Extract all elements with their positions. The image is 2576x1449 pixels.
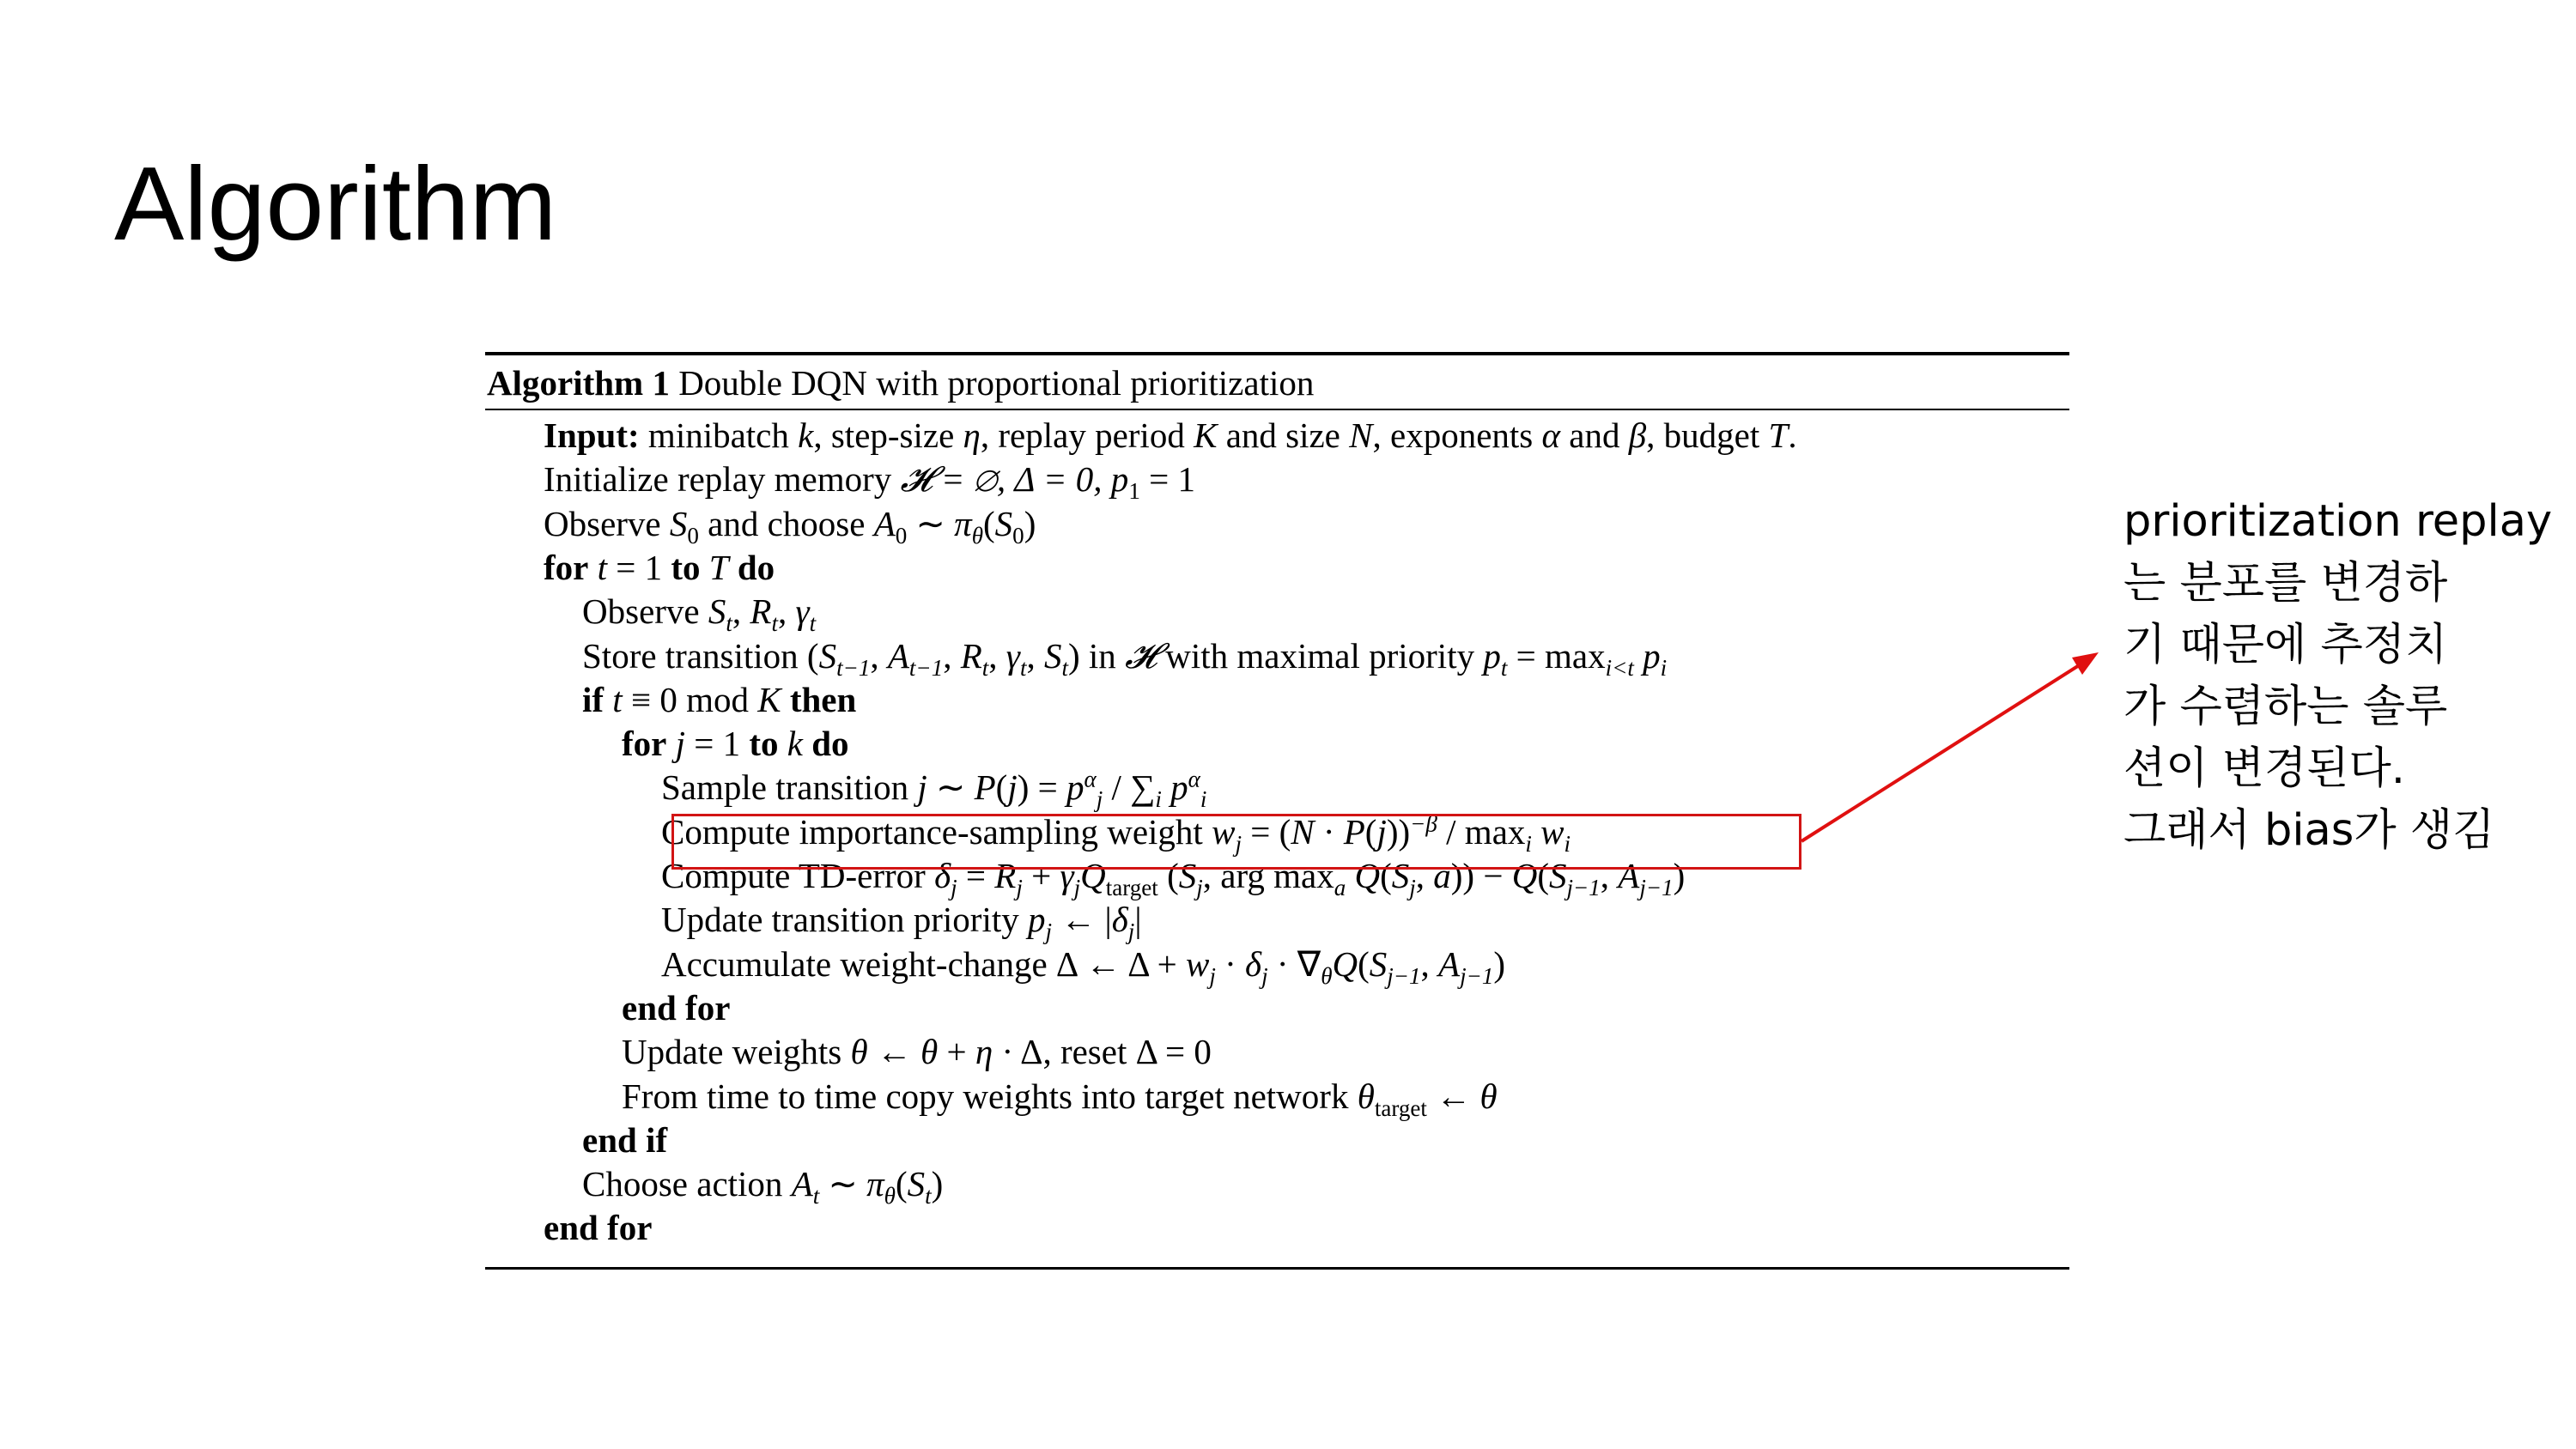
math-token: j−1 bbox=[1639, 875, 1674, 901]
math-token: S bbox=[669, 503, 688, 543]
text-token: · bbox=[1314, 811, 1344, 852]
math-token: i bbox=[1660, 654, 1668, 681]
math-token: N bbox=[1291, 811, 1315, 852]
keyword: for bbox=[622, 724, 667, 764]
math-token: j bbox=[1127, 919, 1135, 945]
text-token: , bbox=[943, 635, 961, 676]
math-token: j bbox=[1073, 875, 1081, 901]
math-token: θ bbox=[971, 522, 983, 549]
text-token: , arg max bbox=[1202, 856, 1334, 895]
text-token: )) − bbox=[1450, 856, 1512, 895]
math-token: j−1 bbox=[1566, 875, 1601, 901]
text-token: ( bbox=[1358, 943, 1370, 984]
keyword: to bbox=[749, 724, 779, 764]
text-token: ← bbox=[1426, 1076, 1480, 1116]
math-token: R bbox=[994, 856, 1017, 895]
math-token: T bbox=[1768, 415, 1789, 455]
math-token: K bbox=[1194, 415, 1218, 455]
math-token: K bbox=[757, 679, 781, 719]
keyword: do bbox=[811, 724, 849, 764]
keyword: for bbox=[544, 547, 589, 587]
math-token: 𝓗 bbox=[1125, 635, 1157, 676]
math-token: P bbox=[1343, 811, 1365, 852]
text-token: · bbox=[1215, 943, 1246, 984]
math-token: t bbox=[771, 610, 778, 637]
math-token: S bbox=[994, 503, 1013, 543]
text-token: Update transition priority bbox=[661, 900, 1028, 940]
math-token: S bbox=[818, 635, 837, 676]
math-token: α bbox=[1541, 415, 1561, 455]
slide-title: Algorithm bbox=[114, 145, 557, 262]
math-token: j bbox=[1235, 830, 1242, 857]
text-token: target bbox=[1374, 1094, 1427, 1121]
math-token: S bbox=[1043, 635, 1062, 676]
text-token: Initialize replay memory bbox=[544, 459, 901, 500]
text-token: minibatch bbox=[639, 415, 799, 455]
math-token: A bbox=[1618, 856, 1640, 895]
math-token: α bbox=[1084, 766, 1097, 792]
math-token: R bbox=[750, 591, 772, 632]
text-token: , step-size bbox=[813, 415, 963, 455]
math-token: j bbox=[1007, 767, 1018, 808]
text-token: ) bbox=[931, 1164, 944, 1204]
math-token: t bbox=[809, 610, 817, 637]
math-token: S bbox=[1369, 943, 1388, 984]
text-token: ← bbox=[867, 1032, 921, 1072]
math-token: π bbox=[954, 503, 972, 543]
math-token: t bbox=[981, 654, 989, 681]
keyword: do bbox=[737, 547, 775, 587]
math-token: P bbox=[974, 767, 996, 808]
math-token: j bbox=[1096, 786, 1103, 813]
math-token: α bbox=[1188, 766, 1200, 792]
text-token: ( bbox=[1537, 856, 1549, 895]
math-token: p bbox=[1028, 900, 1046, 940]
text-token: ( bbox=[895, 1164, 908, 1204]
text-token: , replay period bbox=[980, 415, 1194, 455]
math-token: η bbox=[963, 415, 981, 455]
math-token: Q bbox=[1080, 856, 1106, 895]
math-token: j bbox=[675, 724, 686, 764]
text-token: ∼ bbox=[927, 767, 975, 808]
math-token: j bbox=[1261, 962, 1268, 989]
math-token: S bbox=[1178, 856, 1197, 895]
math-token: η bbox=[975, 1032, 993, 1072]
annotation-line: prioritization replay bbox=[2123, 496, 2553, 547]
keyword: end if bbox=[582, 1119, 668, 1160]
text-token: )) bbox=[1386, 811, 1411, 852]
math-token: t bbox=[1061, 654, 1068, 681]
text-token: and bbox=[1560, 415, 1629, 455]
math-token: A bbox=[887, 635, 909, 676]
text-token: , bbox=[1420, 943, 1439, 984]
text-token: Update weights bbox=[622, 1032, 851, 1072]
math-token: i bbox=[1200, 786, 1207, 813]
math-token: γ bbox=[1005, 635, 1020, 676]
text-token: target bbox=[1105, 875, 1158, 901]
math-token: t bbox=[1500, 654, 1508, 681]
text-token: Sample transition bbox=[661, 767, 918, 808]
text-token: ) bbox=[1673, 856, 1686, 895]
math-token: i<t bbox=[1605, 654, 1634, 681]
text-token: ∼ bbox=[819, 1164, 867, 1204]
math-token: Q bbox=[1354, 856, 1381, 895]
math-token: k bbox=[787, 724, 803, 764]
math-token: S bbox=[1548, 856, 1567, 895]
math-token: p bbox=[1483, 635, 1501, 676]
math-token: t bbox=[597, 547, 608, 587]
math-token: j−1 bbox=[1387, 962, 1421, 989]
text-token: , bbox=[870, 635, 888, 676]
math-token: t bbox=[812, 1183, 820, 1210]
math-token: j bbox=[917, 767, 927, 808]
text-token: ) = bbox=[1017, 767, 1067, 808]
text-token: Store transition ( bbox=[582, 635, 819, 676]
text-token: Accumulate weight-change Δ ← Δ + bbox=[661, 943, 1186, 984]
text-token: 0 bbox=[1012, 522, 1024, 549]
math-token: t−1 bbox=[836, 654, 871, 681]
math-token: w bbox=[1185, 943, 1210, 984]
text-token: ) bbox=[1024, 503, 1036, 543]
text-token: + bbox=[1022, 856, 1060, 895]
math-token: t bbox=[726, 610, 732, 637]
text-token: , bbox=[1415, 856, 1434, 895]
text-token: + bbox=[938, 1032, 975, 1072]
text-token: / max bbox=[1437, 811, 1526, 852]
annotation-line: 가 수렴하는 솔루 bbox=[2123, 682, 2448, 732]
math-token: j bbox=[1409, 875, 1416, 901]
algorithm-label: Algorithm 1 bbox=[487, 363, 670, 403]
text-token: , bbox=[1026, 635, 1044, 676]
keyword: if bbox=[582, 679, 605, 719]
annotation-note bbox=[2123, 491, 2552, 862]
math-token: i bbox=[1525, 830, 1532, 857]
math-token: j bbox=[1209, 962, 1216, 989]
text-token: Observe bbox=[544, 503, 670, 543]
text-token: = 1 bbox=[685, 724, 750, 764]
text-token: Compute TD-error bbox=[661, 856, 935, 895]
math-token: k bbox=[798, 415, 814, 455]
math-token: T bbox=[708, 547, 729, 587]
math-token: t bbox=[925, 1183, 932, 1210]
arrow-head bbox=[2072, 652, 2099, 675]
text-token: 1 bbox=[1128, 478, 1140, 505]
math-token: δ bbox=[1111, 900, 1128, 940]
math-token: S bbox=[907, 1164, 926, 1204]
math-token: A bbox=[873, 503, 896, 543]
arrow-shaft bbox=[1801, 663, 2083, 841]
math-token: j bbox=[1016, 875, 1023, 901]
math-token: A bbox=[1438, 943, 1461, 984]
math-token: β bbox=[1628, 415, 1647, 455]
math-token: t bbox=[1019, 654, 1027, 681]
math-token: p bbox=[1643, 635, 1661, 676]
math-token: −β bbox=[1410, 810, 1437, 837]
text-token: / ∑ bbox=[1103, 767, 1156, 808]
text-token: , exponents bbox=[1372, 415, 1542, 455]
math-token: p bbox=[1170, 767, 1188, 808]
math-token: Q bbox=[1332, 943, 1358, 984]
math-token: i bbox=[1564, 830, 1571, 857]
math-token: j bbox=[1376, 811, 1387, 852]
text-token: = bbox=[957, 856, 995, 895]
text-token: = 1 bbox=[1139, 459, 1195, 500]
math-token: a bbox=[1334, 875, 1346, 901]
math-token: j bbox=[1196, 875, 1203, 901]
math-token: θ bbox=[1321, 962, 1333, 989]
text-token: , budget bbox=[1646, 415, 1769, 455]
text-token: ) in bbox=[1067, 635, 1126, 676]
math-token: A bbox=[791, 1164, 813, 1204]
text-token: ) bbox=[1493, 943, 1506, 984]
math-token: θ bbox=[1479, 1076, 1498, 1116]
math-token: 𝓗 = ∅, Δ = 0, p bbox=[900, 459, 1129, 500]
text-token: ( bbox=[1364, 811, 1377, 852]
text-token: ( bbox=[995, 767, 1008, 808]
text-token: and choose bbox=[698, 503, 874, 543]
annotation-line: 기 때문에 추정치 bbox=[2123, 620, 2448, 670]
math-token: θ bbox=[920, 1032, 939, 1072]
math-token: N bbox=[1349, 415, 1373, 455]
math-token: δ bbox=[934, 856, 951, 895]
text-token: and size bbox=[1217, 415, 1350, 455]
text-token: ( bbox=[983, 503, 995, 543]
math-token: S bbox=[708, 591, 726, 632]
keyword: to bbox=[671, 547, 701, 587]
math-token: π bbox=[866, 1164, 884, 1204]
text-token: . bbox=[1788, 415, 1797, 455]
text-token: · Δ, reset Δ = 0 bbox=[993, 1032, 1212, 1072]
text-token: Choose action bbox=[582, 1164, 792, 1204]
text-token: = max bbox=[1507, 635, 1606, 676]
text-token: = 1 bbox=[607, 547, 671, 587]
keyword: Input: bbox=[544, 415, 640, 455]
annotation-line: 션이 변경된다. bbox=[2123, 743, 2406, 794]
text-token: , bbox=[732, 591, 750, 632]
text-token: ≡ 0 mod bbox=[622, 679, 758, 719]
text-token: with maximal priority bbox=[1157, 635, 1484, 676]
math-token: Q bbox=[1511, 856, 1538, 895]
text-token: · ∇ bbox=[1267, 943, 1321, 984]
math-token: w bbox=[1540, 811, 1564, 852]
math-token: t−1 bbox=[908, 654, 944, 681]
math-token: R bbox=[960, 635, 982, 676]
text-token: , bbox=[777, 591, 796, 632]
text-token: ( bbox=[1380, 856, 1392, 895]
math-token: γ bbox=[1060, 856, 1074, 895]
math-token: t bbox=[612, 679, 623, 719]
math-token: S bbox=[1391, 856, 1410, 895]
math-token: δ bbox=[1245, 943, 1262, 984]
text-token: ( bbox=[1157, 856, 1179, 895]
math-token: i bbox=[1155, 786, 1162, 813]
keyword: end for bbox=[544, 1208, 653, 1248]
text-token: , bbox=[988, 635, 1006, 676]
math-token: a bbox=[1433, 856, 1451, 895]
annotation-line: 는 분포를 변경하 bbox=[2123, 558, 2448, 609]
algorithm-caption-text: Double DQN with proportional prioritization bbox=[678, 363, 1315, 403]
text-token: ← | bbox=[1052, 900, 1112, 940]
text-token: | bbox=[1134, 900, 1142, 940]
keyword: then bbox=[789, 679, 857, 719]
math-token: θ bbox=[884, 1183, 896, 1210]
math-token: w bbox=[1212, 811, 1236, 852]
text-token: 0 bbox=[895, 522, 908, 549]
keyword: end for bbox=[622, 987, 731, 1028]
text-token: From time to time copy weights into target network bbox=[622, 1076, 1358, 1116]
math-token: j bbox=[1045, 919, 1053, 945]
math-token: j bbox=[951, 875, 957, 901]
math-token: θ bbox=[850, 1032, 868, 1072]
text-token: Observe bbox=[582, 591, 708, 632]
annotation-line: 그래서 bias가 생김 bbox=[2123, 805, 2495, 856]
text-token: ∼ bbox=[907, 503, 955, 543]
math-token: j−1 bbox=[1460, 962, 1494, 989]
math-token: γ bbox=[795, 591, 810, 632]
text-token: 0 bbox=[687, 522, 699, 549]
text-token: Compute importance-sampling weight bbox=[661, 811, 1212, 852]
math-token: θ bbox=[1357, 1076, 1375, 1116]
math-token: p bbox=[1066, 767, 1084, 808]
text-token: , bbox=[1600, 856, 1619, 895]
text-token: = ( bbox=[1241, 811, 1291, 852]
